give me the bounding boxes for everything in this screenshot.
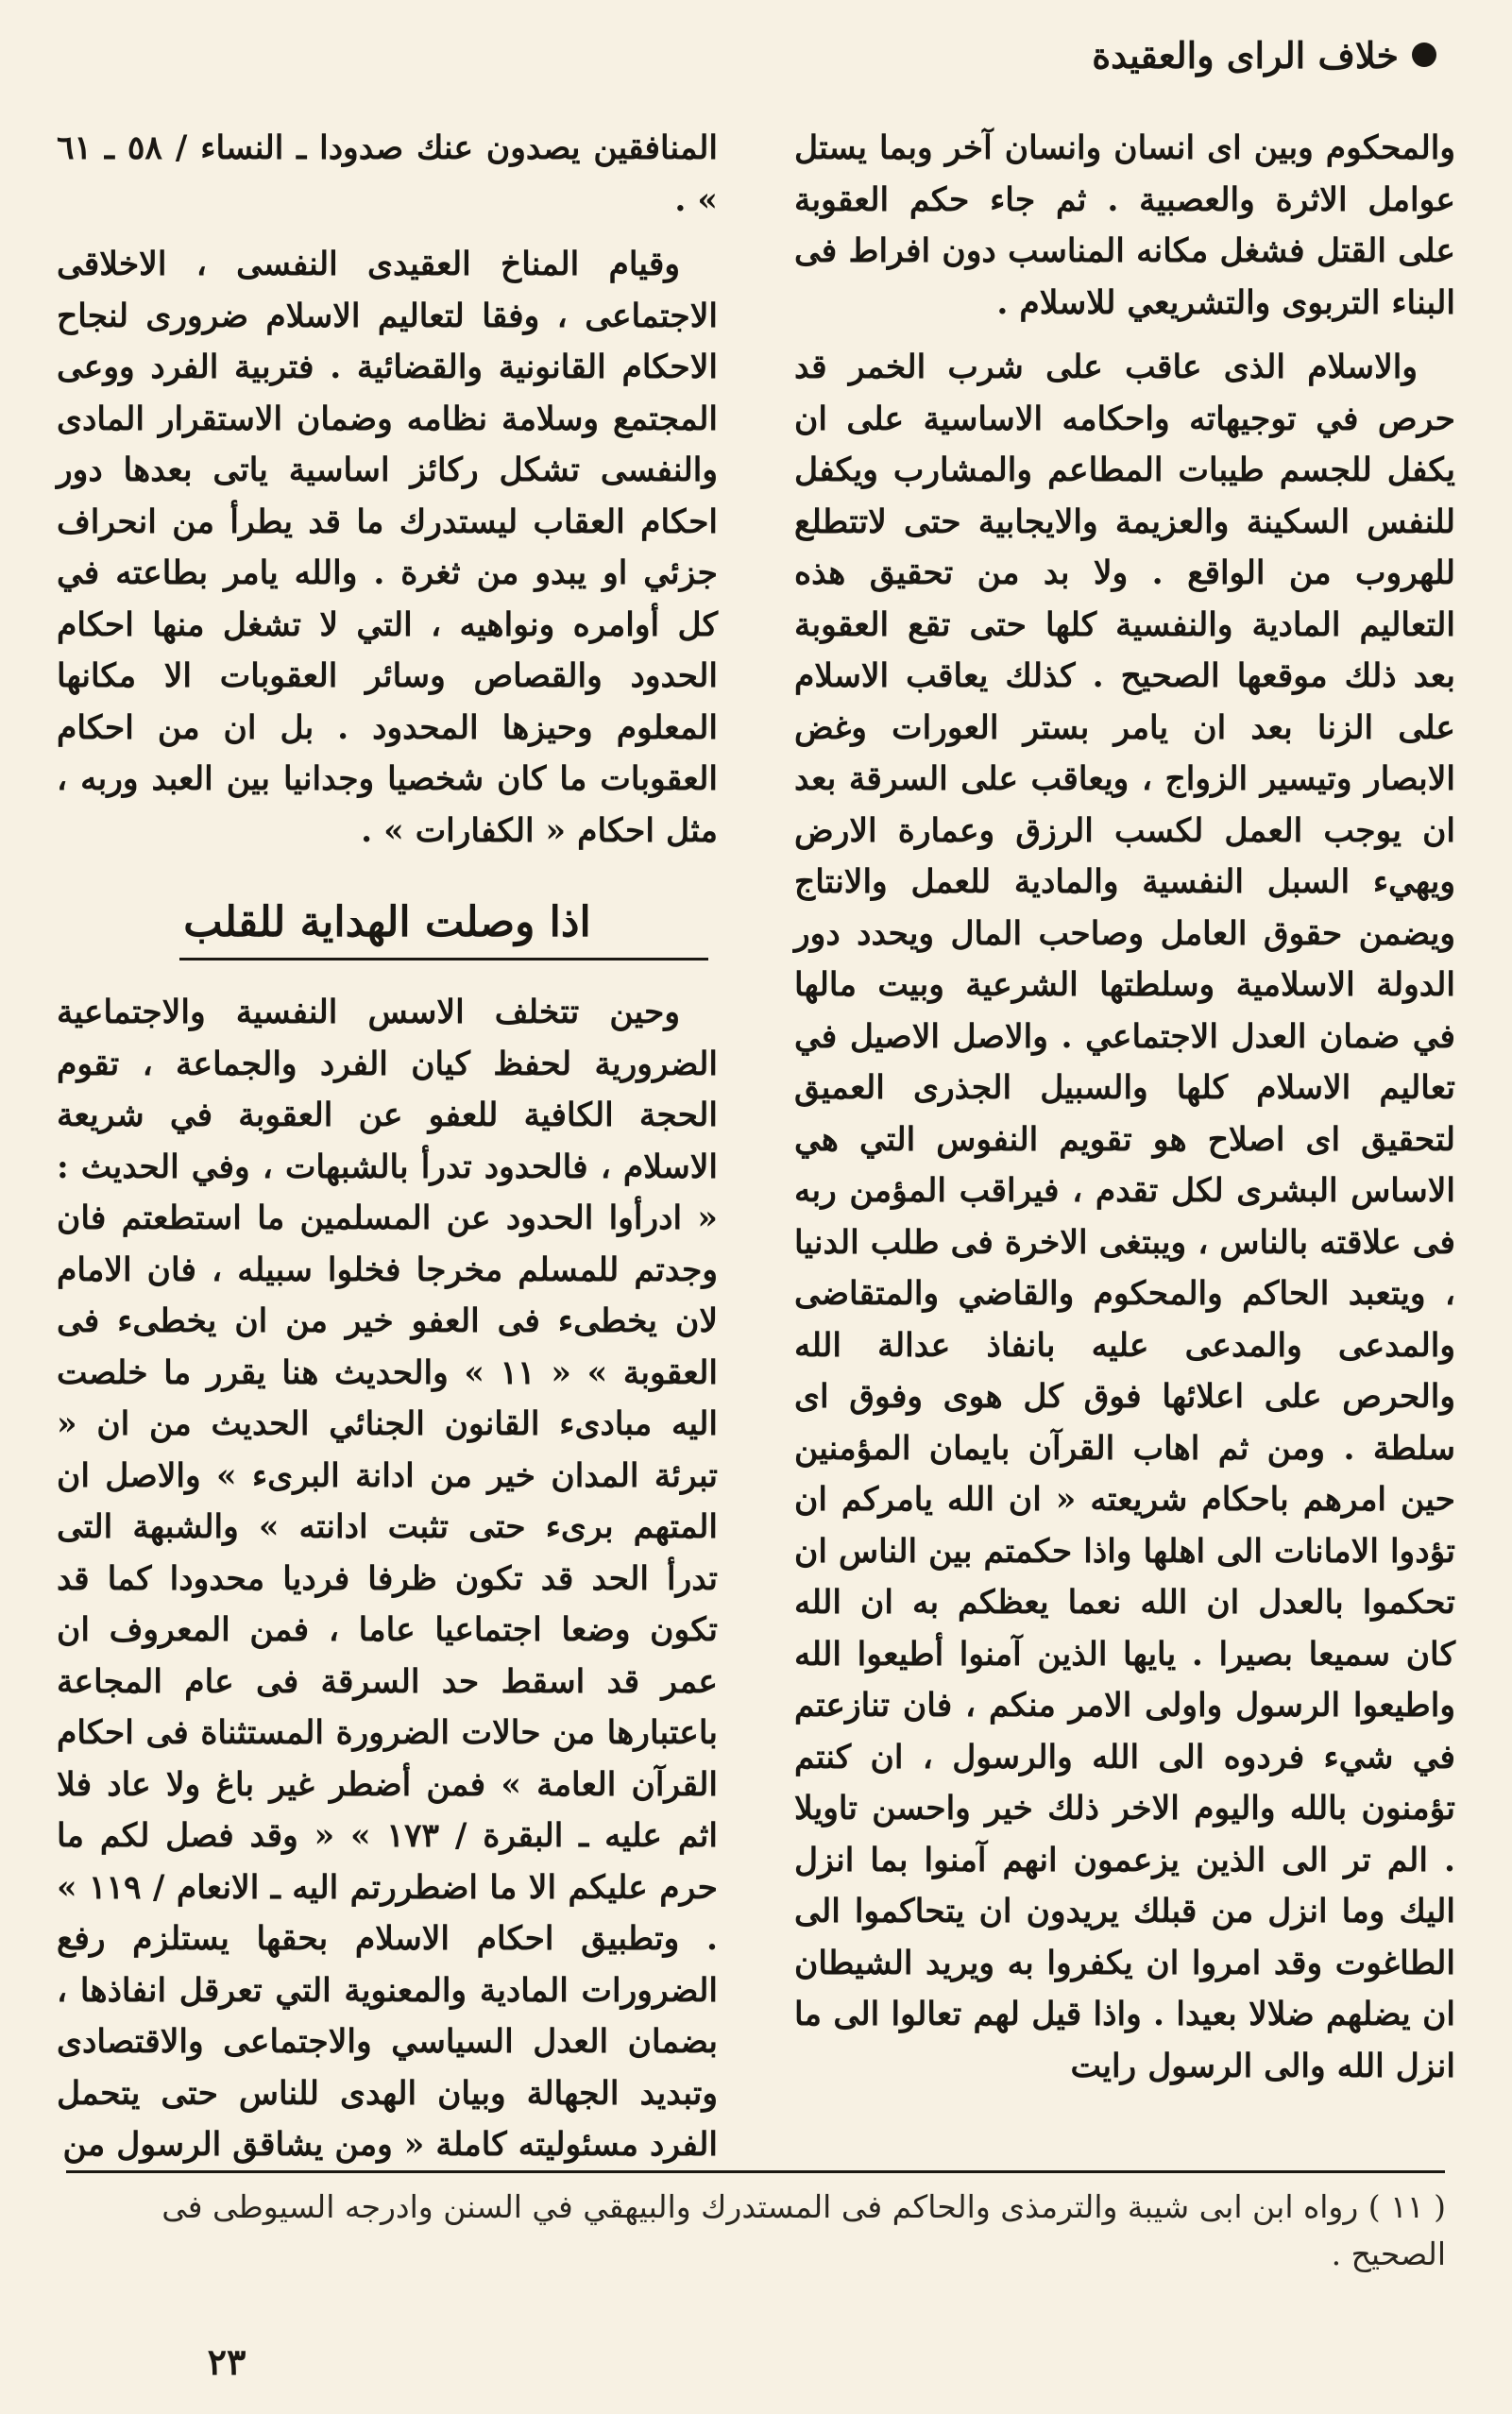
- right-column: [794, 123, 1455, 2092]
- bullet-icon: [1412, 42, 1436, 67]
- right-paragraph-1: والمحكوم وبين اى انسان وانسان آخر وبما يستل عوامل الاثرة والعصبية . ثم جاء حكم العقوبة على القتل فشغل مكانه المناسب دون افراط فى البناء التربوى والتشريعي للاسلام .: [794, 129, 1455, 322]
- running-header-title: خلاف الراى والعقيدة: [1092, 33, 1399, 76]
- section-heading-underline: [179, 958, 708, 960]
- footnote: [67, 2184, 1446, 2278]
- footnote-text: ( ١١ ) رواه ابن ابى شيبة والترمذى والحاكم فى المستدرك والبيهقي في السنن وادرجه السيوطى فى الصحيح .: [161, 2188, 1446, 2272]
- left-paragraph-1: المنافقين يصدون عنك صدودا ـ النساء / ٥٨ ـ ٦١ » .: [57, 129, 718, 219]
- left-paragraph-3: وحين تتخلف الاسس النفسية والاجتماعية الضرورية لحفظ كيان الفرد والجماعة ، تقوم الحجة الكافية للعفو عن العقوبة في شريعة الاسلام ، فالحدود تدرأ بالشبهات ، وفي الحديث : « ادرأوا الحدود عن المسلمين ما استطعتم فان وجدتم للمسلم مخرجا فخلوا سبيله ، فان الامام لان يخطىء فى العفو خير من ان يخطىء فى العقوبة » « ١١ » والحديث هنا يقرر ما خلصت اليه مبادىء القانون الجنائي الحديث من ان « تبرئة المدان خير من ادانة البرىء » والاصل ان المتهم برىء حتى تثبت ادانته » والشبهة التى تدرأ الحد قد تكون ظرفا فرديا محدودا كما قد تكون وضعا اجتماعيا عاما ، فمن المعروف ان عمر قد اسقط حد السرقة فى عام المجاعة باعتبارها من حالات الضرورة المستثناة فى احكام القرآن العامة » فمن أضطر غير باغ ولا عاد فلا اثم عليه ـ البقرة / ١٧٣ » « وقد فصل لكم ما حرم عليكم الا ما اضطررتم اليه ـ الانعام / ١١٩ » . وتطبيق احكام الاسلام بحقها يستلزم رفع الضرورات المادية والمعنوية التي تعرقل انفاذها ، بضمان العدل السياسي والاجتماعى والاقتصادى وتبديد الجهالة وبيان الهدى للناس حتى يتحمل الفرد مسئوليته كاملة « ومن يشاقق الرسول من: [57, 994, 718, 2164]
- left-column: [57, 123, 718, 2171]
- footnote-divider: [66, 2170, 1445, 2173]
- left-paragraph-2: وقيام المناخ العقيدى النفسى ، الاخلاقى الاجتماعى ، وفقا لتعاليم الاسلام ضرورى لنجاح الاحكام القانونية والقضائية . فتربية الفرد ووعى المجتمع وسلامة نظامه وضمان الاستقرار المادى والنفسى تشكل ركائز اساسية ياتى بعدها دور احكام العقاب ليستدرك ما قد يطرأ من انحراف جزئي او يبدو من ثغرة . والله يامر بطاعته في كل أوامره ونواهيه ، التي لا تشغل منها احكام الحدود والقصاص وسائر العقوبات الا مكانها المعلوم وحيزها المحدود . بل ان من احكام العقوبات ما كان شخصيا وجدانيا بين العبد وربه ، مثل احكام « الكفارات » .: [57, 246, 718, 850]
- section-heading-text: اذا وصلت الهداية للقلب: [183, 898, 591, 946]
- page-number: ٢٣: [207, 2340, 246, 2383]
- section-heading: [57, 894, 718, 960]
- running-header: [870, 26, 1436, 83]
- right-paragraph-2: والاسلام الذى عاقب على شرب الخمر قد حرص في توجيهاته واحكامه الاساسية على ان يكفل للجسم طيبات المطاعم والمشارب ويكفل للنفس السكينة والعزيمة والايجابية حتى لاتتطلع للهروب من الواقع . ولا بد من تحقيق هذه التعاليم المادية والنفسية كلها حتى تقع العقوبة بعد ذلك موقعها الصحيح . كذلك يعاقب الاسلام على الزنا بعد ان يامر بستر العورات وغض الابصار وتيسير الزواج ، ويعاقب على السرقة بعد ان يوجب العمل لكسب الرزق وعمارة الارض ويهيء السبل النفسية والمادية للعمل والانتاج ويضمن حقوق العامل وصاحب المال ويحدد دور الدولة الاسلامية وسلطتها الشرعية وبيت مالها في ضمان العدل الاجتماعي . والاصل الاصيل في تعاليم الاسلام كلها والسبيل الجذرى العميق لتحقيق اى اصلاح هو تقويم النفوس التي هي الاساس البشرى لكل تقدم ، فيراقب المؤمن ربه فى علاقته بالناس ، ويبتغى الاخرة فى طلب الدنيا ، ويتعبد الحاكم والمحكوم والقاضي والمتقاضى والمدعى والمدعى عليه بانفاذ عدالة الله والحرص على اعلائها فوق كل هوى وفوق اى سلطة . ومن ثم اهاب القرآن بايمان المؤمنين حين امرهم باحكام شريعته « ان الله يامركم ان تؤدوا الامانات الى اهلها واذا حكمتم بين الناس ان تحكموا بالعدل ان الله نعما يعظكم به ان الله كان سميعا بصيرا . يايها الذين آمنوا أطيعوا الله واطيعوا الرسول واولى الامر منكم ، فان تنازعتم في شيء فردوه الى الله والرسول ، ان كنتم تؤمنون بالله واليوم الاخر ذلك خير واحسن تاويلا . الم تر الى الذين يزعمون انهم آمنوا بما انزل اليك وما انزل من قبلك يريدون ان يتحاكموا الى الطاغوت وقد امروا ان يكفروا به ويريد الشيطان ان يضلهم ضلالا بعيدا . واذا قيل لهم تعالوا الى ما انزل الله والى الرسول رايت: [794, 348, 1455, 2085]
